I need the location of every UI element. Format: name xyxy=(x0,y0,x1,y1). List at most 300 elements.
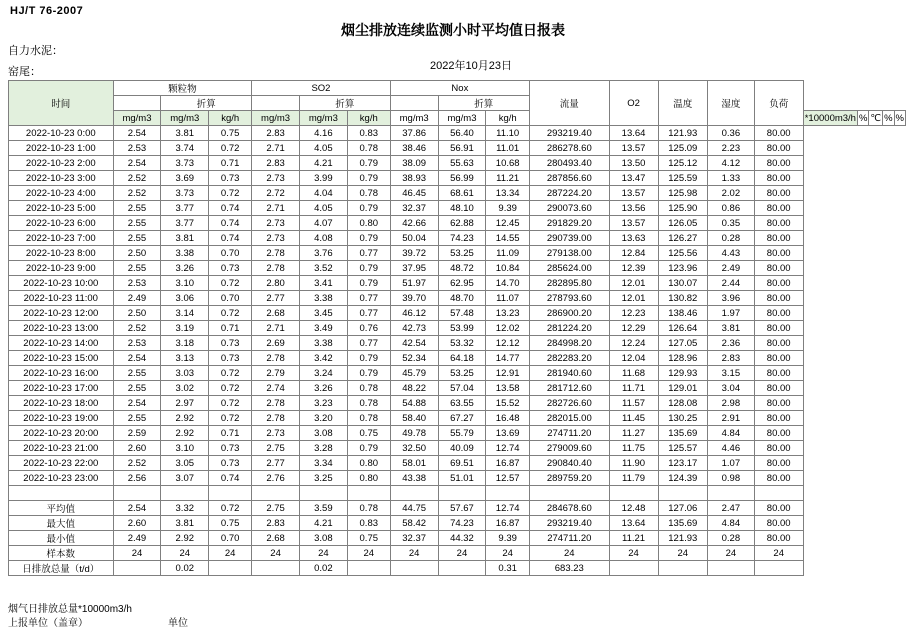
cell-10: 284998.20 xyxy=(530,336,610,351)
cell-time: 2022-10-23 6:00 xyxy=(9,216,114,231)
table-group-header-row xyxy=(9,81,906,96)
cell-2: 3.81 xyxy=(161,126,209,141)
unit-pm-kgh: kg/h xyxy=(209,111,252,126)
cell-3: 0.74 xyxy=(209,216,252,231)
cell-3: 0.72 xyxy=(209,306,252,321)
cell-2: 3.81 xyxy=(161,231,209,246)
cell-8: 74.23 xyxy=(438,231,486,246)
cell-10: 287224.20 xyxy=(530,186,610,201)
cell-4: 2.72 xyxy=(252,186,300,201)
table-row xyxy=(9,366,906,381)
cell-12: 135.69 xyxy=(658,426,708,441)
cell-11: 13.57 xyxy=(609,216,658,231)
cell-10: 278793.60 xyxy=(530,291,610,306)
cell-8: 53.99 xyxy=(438,321,486,336)
cell-6: 0.83 xyxy=(347,126,390,141)
cell-12 xyxy=(658,561,708,576)
cell-12: 125.59 xyxy=(658,171,708,186)
cell-12: 135.69 xyxy=(658,516,708,531)
cell-6: 0.79 xyxy=(347,231,390,246)
cell-11: 13.63 xyxy=(609,231,658,246)
table-row xyxy=(9,126,906,141)
cell-1: 2.54 xyxy=(113,396,161,411)
cell-2: 24 xyxy=(161,546,209,561)
table-row xyxy=(9,291,906,306)
cell-11: 13.57 xyxy=(609,186,658,201)
cell-10: 683.23 xyxy=(530,561,610,576)
table-row xyxy=(9,456,906,471)
cell-13: 3.96 xyxy=(708,291,755,306)
table-row xyxy=(9,336,906,351)
spacer-cell xyxy=(252,486,300,501)
cell-time: 2022-10-23 7:00 xyxy=(9,231,114,246)
summary-row xyxy=(9,501,906,516)
table-row xyxy=(9,426,906,441)
cell-2: 3.19 xyxy=(161,321,209,336)
cell-5: 3.24 xyxy=(299,366,347,381)
cell-3: 0.74 xyxy=(209,471,252,486)
unit-so2-conv-mgm3: mg/m3 xyxy=(299,111,347,126)
col-header-pm: 颗粒物 xyxy=(113,81,252,96)
summary-row xyxy=(9,546,906,561)
cell-6: 0.79 xyxy=(347,156,390,171)
cell-10: 286900.20 xyxy=(530,306,610,321)
cell-5: 3.08 xyxy=(299,531,347,546)
cell-2: 3.77 xyxy=(161,201,209,216)
cell-14: 80.00 xyxy=(754,141,803,156)
cell-2: 2.92 xyxy=(161,411,209,426)
cell-10: 279009.60 xyxy=(530,441,610,456)
spacer-nox xyxy=(390,96,438,111)
cell-10: 290739.00 xyxy=(530,231,610,246)
cell-12: 130.82 xyxy=(658,291,708,306)
cell-10: 282015.00 xyxy=(530,411,610,426)
cell-13: 0.28 xyxy=(708,231,755,246)
cell-13 xyxy=(708,561,755,576)
unit-flow: *10000m3/h xyxy=(804,112,856,124)
cell-14: 80.00 xyxy=(754,471,803,486)
cell-6: 0.78 xyxy=(347,396,390,411)
cell-13: 4.84 xyxy=(708,426,755,441)
cell-7: 32.37 xyxy=(390,201,438,216)
cell-5: 4.05 xyxy=(299,141,347,156)
cell-9: 12.74 xyxy=(486,501,530,516)
cell-7: 46.45 xyxy=(390,186,438,201)
cell-6: 0.79 xyxy=(347,351,390,366)
cell-3: 0.73 xyxy=(209,351,252,366)
cell-9: 12.57 xyxy=(486,471,530,486)
cell-2: 3.38 xyxy=(161,246,209,261)
cell-13: 2.02 xyxy=(708,186,755,201)
cell-10: 280493.40 xyxy=(530,156,610,171)
cell-6: 0.76 xyxy=(347,321,390,336)
cell-5: 3.38 xyxy=(299,336,347,351)
cell-6: 0.77 xyxy=(347,306,390,321)
table-row xyxy=(9,411,906,426)
unit-o2: % xyxy=(858,112,868,124)
table-row xyxy=(9,156,906,171)
cell-9: 16.87 xyxy=(486,456,530,471)
cell-7: 54.88 xyxy=(390,396,438,411)
cell-12: 125.12 xyxy=(658,156,708,171)
cell-5: 3.23 xyxy=(299,396,347,411)
cell-7: 46.12 xyxy=(390,306,438,321)
cell-4: 2.83 xyxy=(252,516,300,531)
cell-6: 0.75 xyxy=(347,426,390,441)
cell-12: 130.25 xyxy=(658,411,708,426)
cell-12: 123.17 xyxy=(658,456,708,471)
cell-6: 0.79 xyxy=(347,366,390,381)
cell-11: 11.68 xyxy=(609,366,658,381)
cell-8: 63.55 xyxy=(438,396,486,411)
cell-1: 2.60 xyxy=(113,441,161,456)
cell-6: 24 xyxy=(347,546,390,561)
table-body xyxy=(9,126,906,576)
cell-5: 4.07 xyxy=(299,216,347,231)
cell-9: 10.68 xyxy=(486,156,530,171)
cell-13: 2.83 xyxy=(708,351,755,366)
cell-time: 2022-10-23 20:00 xyxy=(9,426,114,441)
cell-time: 2022-10-23 23:00 xyxy=(9,471,114,486)
cell-1: 2.59 xyxy=(113,426,161,441)
cell-13: 4.84 xyxy=(708,516,755,531)
cell-13: 3.15 xyxy=(708,366,755,381)
cell-3: 0.71 xyxy=(209,321,252,336)
cell-5: 4.08 xyxy=(299,231,347,246)
cell-11: 12.29 xyxy=(609,321,658,336)
cell-time: 2022-10-23 21:00 xyxy=(9,441,114,456)
cell-11: 12.01 xyxy=(609,291,658,306)
table-row xyxy=(9,201,906,216)
cell-13: 2.91 xyxy=(708,411,755,426)
cell-12: 129.93 xyxy=(658,366,708,381)
cell-1: 2.55 xyxy=(113,201,161,216)
cell-7: 39.72 xyxy=(390,246,438,261)
cell-time: 2022-10-23 8:00 xyxy=(9,246,114,261)
cell-12: 126.27 xyxy=(658,231,708,246)
cell-14: 80.00 xyxy=(754,171,803,186)
cell-14 xyxy=(754,561,803,576)
footer-unit-label: 单位 xyxy=(168,618,188,629)
spacer-pm xyxy=(113,96,161,111)
cell-8: 68.61 xyxy=(438,186,486,201)
cell-14: 80.00 xyxy=(754,216,803,231)
cell-13: 3.81 xyxy=(708,321,755,336)
cell-9: 12.74 xyxy=(486,441,530,456)
cell-time: 2022-10-23 13:00 xyxy=(9,321,114,336)
cell-7: 44.75 xyxy=(390,501,438,516)
cell-6: 0.80 xyxy=(347,216,390,231)
cell-4: 2.68 xyxy=(252,531,300,546)
cell-9: 0.31 xyxy=(486,561,530,576)
cell-6: 0.80 xyxy=(347,456,390,471)
unit-nox-kgh: kg/h xyxy=(486,111,530,126)
cell-time: 2022-10-23 1:00 xyxy=(9,141,114,156)
cell-7: 38.09 xyxy=(390,156,438,171)
cell-11: 12.39 xyxy=(609,261,658,276)
spacer-cell xyxy=(161,486,209,501)
cell-7: 45.79 xyxy=(390,366,438,381)
cell-12: 123.96 xyxy=(658,261,708,276)
cell-9: 14.77 xyxy=(486,351,530,366)
cell-5: 3.20 xyxy=(299,411,347,426)
cell-13: 2.49 xyxy=(708,261,755,276)
cell-4 xyxy=(252,561,300,576)
unit-so2-mgm3: mg/m3 xyxy=(252,111,300,126)
cell-time: 2022-10-23 14:00 xyxy=(9,336,114,351)
cell-2: 3.05 xyxy=(161,456,209,471)
cell-time: 2022-10-23 9:00 xyxy=(9,261,114,276)
cell-11: 13.57 xyxy=(609,141,658,156)
company-label: 自力水泥： xyxy=(8,45,63,57)
col-header-nox-convert: 折算 xyxy=(438,96,529,111)
cell-4: 2.75 xyxy=(252,501,300,516)
cell-7: 32.50 xyxy=(390,441,438,456)
cell-3: 0.73 xyxy=(209,441,252,456)
cell-11: 13.64 xyxy=(609,126,658,141)
cell-2: 3.18 xyxy=(161,336,209,351)
cell-6: 0.79 xyxy=(347,201,390,216)
cell-8: 67.27 xyxy=(438,411,486,426)
cell-11: 11.57 xyxy=(609,396,658,411)
col-header-time: 时间 xyxy=(9,81,114,126)
cell-time: 2022-10-23 22:00 xyxy=(9,456,114,471)
cell-6: 0.79 xyxy=(347,276,390,291)
cell-8: 57.67 xyxy=(438,501,486,516)
cell-5: 0.02 xyxy=(299,561,347,576)
table-row xyxy=(9,246,906,261)
unit-pm-conv-mgm3: mg/m3 xyxy=(161,111,209,126)
cell-9: 13.58 xyxy=(486,381,530,396)
cell-5: 3.49 xyxy=(299,321,347,336)
cell-9: 14.55 xyxy=(486,231,530,246)
cell-14: 80.00 xyxy=(754,201,803,216)
cell-11: 12.23 xyxy=(609,306,658,321)
col-header-humidity: 湿度 xyxy=(708,81,755,126)
cell-8: 53.32 xyxy=(438,336,486,351)
cell-9: 13.69 xyxy=(486,426,530,441)
cell-1: 2.52 xyxy=(113,186,161,201)
cell-1: 2.55 xyxy=(113,411,161,426)
cell-time: 2022-10-23 0:00 xyxy=(9,126,114,141)
cell-3: 0.74 xyxy=(209,201,252,216)
cell-2: 3.03 xyxy=(161,366,209,381)
cell-1: 2.52 xyxy=(113,321,161,336)
cell-3: 0.71 xyxy=(209,426,252,441)
cell-6: 0.83 xyxy=(347,516,390,531)
table-row xyxy=(9,171,906,186)
cell-4: 2.73 xyxy=(252,231,300,246)
cell-8: 64.18 xyxy=(438,351,486,366)
cell-8: 57.48 xyxy=(438,306,486,321)
cell-8: 53.25 xyxy=(438,366,486,381)
page-title: 烟尘排放连续监测小时平均值日报表 xyxy=(341,22,565,38)
cell-6: 0.75 xyxy=(347,531,390,546)
cell-7: 49.78 xyxy=(390,426,438,441)
cell-2: 3.73 xyxy=(161,156,209,171)
cell-5: 24 xyxy=(299,546,347,561)
cell-14: 80.00 xyxy=(754,246,803,261)
cell-10: 274711.20 xyxy=(530,531,610,546)
cell-7: 32.37 xyxy=(390,531,438,546)
cell-1: 2.54 xyxy=(113,156,161,171)
cell-10: 274711.20 xyxy=(530,426,610,441)
cell-11: 11.75 xyxy=(609,441,658,456)
cell-4: 2.75 xyxy=(252,441,300,456)
cell-12: 128.08 xyxy=(658,396,708,411)
spacer-row xyxy=(9,486,906,501)
emission-total-row xyxy=(9,561,906,576)
cell-5: 4.21 xyxy=(299,156,347,171)
cell-1: 2.56 xyxy=(113,471,161,486)
cell-10: 282726.60 xyxy=(530,396,610,411)
unit-humidity: % xyxy=(884,112,893,124)
cell-5: 3.34 xyxy=(299,456,347,471)
col-header-temp: 温度 xyxy=(658,81,708,126)
cell-11: 12.48 xyxy=(609,501,658,516)
spacer-cell xyxy=(530,486,610,501)
cell-9: 24 xyxy=(486,546,530,561)
cell-9: 12.45 xyxy=(486,216,530,231)
cell-2: 3.10 xyxy=(161,441,209,456)
cell-emission-label: 日排放总量（t/d） xyxy=(9,561,114,576)
cell-11: 11.90 xyxy=(609,456,658,471)
cell-9: 10.84 xyxy=(486,261,530,276)
cell-14: 80.00 xyxy=(754,501,803,516)
cell-1: 2.49 xyxy=(113,291,161,306)
cell-9: 15.52 xyxy=(486,396,530,411)
cell-11: 12.84 xyxy=(609,246,658,261)
cell-2: 3.02 xyxy=(161,381,209,396)
cell-2: 3.73 xyxy=(161,186,209,201)
spacer-cell xyxy=(299,486,347,501)
cell-14: 80.00 xyxy=(754,156,803,171)
table-row xyxy=(9,306,906,321)
cell-time: 2022-10-23 10:00 xyxy=(9,276,114,291)
footer-total-note: 烟气日排放总量*10000m3/h xyxy=(8,604,132,615)
cell-8: 24 xyxy=(438,546,486,561)
table-row xyxy=(9,216,906,231)
cell-time: 2022-10-23 2:00 xyxy=(9,156,114,171)
cell-6: 0.79 xyxy=(347,171,390,186)
cell-4: 2.78 xyxy=(252,351,300,366)
cell-11: 11.27 xyxy=(609,426,658,441)
cell-7: 42.54 xyxy=(390,336,438,351)
cell-14: 80.00 xyxy=(754,411,803,426)
cell-4: 2.78 xyxy=(252,411,300,426)
cell-8: 53.25 xyxy=(438,246,486,261)
cell-10: 286278.60 xyxy=(530,141,610,156)
cell-4: 2.77 xyxy=(252,291,300,306)
cell-3: 0.72 xyxy=(209,396,252,411)
cell-8: 57.04 xyxy=(438,381,486,396)
cell-12: 125.90 xyxy=(658,201,708,216)
cell-9: 14.70 xyxy=(486,276,530,291)
spacer-cell xyxy=(390,486,438,501)
cell-14: 80.00 xyxy=(754,231,803,246)
cell-11: 12.04 xyxy=(609,351,658,366)
table-row xyxy=(9,381,906,396)
cell-5: 4.16 xyxy=(299,126,347,141)
cell-1: 24 xyxy=(113,546,161,561)
cell-3: 0.73 xyxy=(209,171,252,186)
cell-6: 0.78 xyxy=(347,411,390,426)
cell-7: 38.46 xyxy=(390,141,438,156)
cell-13: 2.98 xyxy=(708,396,755,411)
cell-4: 2.78 xyxy=(252,396,300,411)
table-row xyxy=(9,471,906,486)
col-header-so2: SO2 xyxy=(252,81,391,96)
cell-12: 121.93 xyxy=(658,531,708,546)
cell-3: 0.70 xyxy=(209,291,252,306)
cell-3: 0.72 xyxy=(209,276,252,291)
cell-13: 3.04 xyxy=(708,381,755,396)
spacer-cell xyxy=(658,486,708,501)
cell-summary-label: 最大值 xyxy=(9,516,114,531)
cell-1: 2.50 xyxy=(113,306,161,321)
spacer-cell xyxy=(113,486,161,501)
cell-4: 2.77 xyxy=(252,456,300,471)
cell-6: 0.79 xyxy=(347,261,390,276)
cell-summary-label: 最小值 xyxy=(9,531,114,546)
cell-4: 2.80 xyxy=(252,276,300,291)
cell-11: 11.79 xyxy=(609,471,658,486)
cell-14: 80.00 xyxy=(754,381,803,396)
cell-13: 0.86 xyxy=(708,201,755,216)
cell-7: 24 xyxy=(390,546,438,561)
cell-1: 2.55 xyxy=(113,231,161,246)
cell-10: 287856.60 xyxy=(530,171,610,186)
col-header-load: 负荷 xyxy=(754,81,803,126)
col-header-so2-convert: 折算 xyxy=(299,96,390,111)
cell-1: 2.53 xyxy=(113,336,161,351)
cell-10: 291829.20 xyxy=(530,216,610,231)
cell-7: 52.34 xyxy=(390,351,438,366)
cell-1: 2.55 xyxy=(113,381,161,396)
cell-4: 2.79 xyxy=(252,366,300,381)
cell-4: 2.73 xyxy=(252,216,300,231)
cell-5: 3.52 xyxy=(299,261,347,276)
table-row xyxy=(9,321,906,336)
cell-11: 13.56 xyxy=(609,201,658,216)
cell-time: 2022-10-23 12:00 xyxy=(9,306,114,321)
cell-4: 2.71 xyxy=(252,141,300,156)
cell-time: 2022-10-23 3:00 xyxy=(9,171,114,186)
cell-time: 2022-10-23 11:00 xyxy=(9,291,114,306)
cell-4: 2.73 xyxy=(252,426,300,441)
cell-4: 2.69 xyxy=(252,336,300,351)
cell-2: 3.69 xyxy=(161,171,209,186)
cell-7: 38.93 xyxy=(390,171,438,186)
cell-10: 281224.20 xyxy=(530,321,610,336)
cell-5: 3.38 xyxy=(299,291,347,306)
cell-11: 11.45 xyxy=(609,411,658,426)
cell-summary-label: 样本数 xyxy=(9,546,114,561)
cell-3: 24 xyxy=(209,546,252,561)
cell-1: 2.52 xyxy=(113,456,161,471)
cell-1: 2.54 xyxy=(113,351,161,366)
cell-12: 24 xyxy=(658,546,708,561)
cell-11: 13.64 xyxy=(609,516,658,531)
cell-14: 80.00 xyxy=(754,291,803,306)
cell-8: 55.79 xyxy=(438,426,486,441)
cell-14: 80.00 xyxy=(754,456,803,471)
spacer-so2 xyxy=(252,96,300,111)
cell-8 xyxy=(438,561,486,576)
cell-5: 3.76 xyxy=(299,246,347,261)
table-row xyxy=(9,231,906,246)
cell-8: 62.95 xyxy=(438,276,486,291)
